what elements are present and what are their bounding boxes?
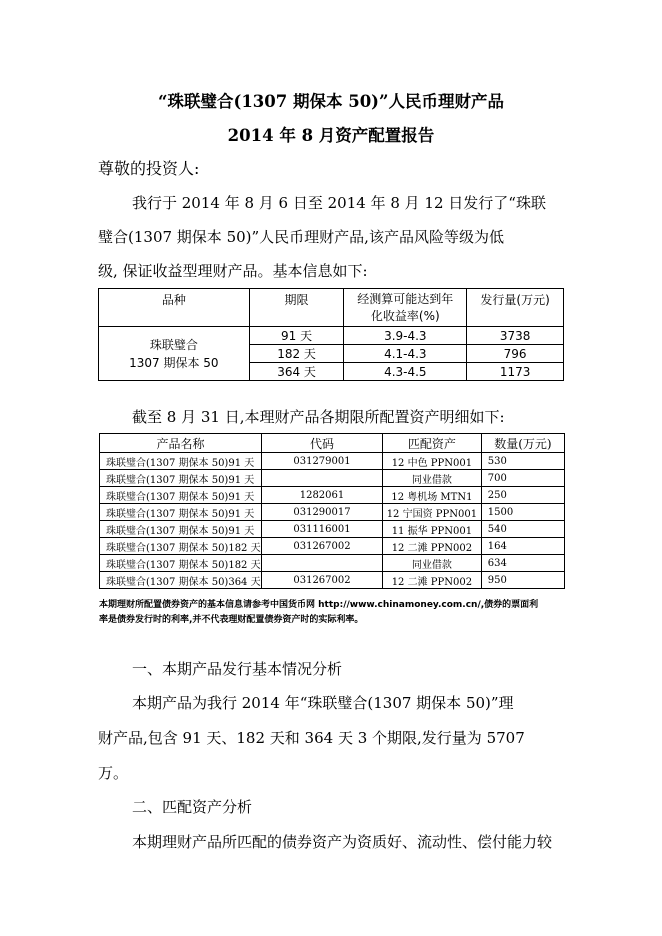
- table-row: [100, 572, 565, 589]
- yield-cell: 4.1-4.3: [344, 345, 467, 363]
- header-yield-line2: 化收益率(%): [370, 308, 440, 323]
- product-name-cell: 珠联璧合(1307 期保本 50)182 天: [100, 538, 262, 555]
- asset-cell: 11 振华 PPN001: [383, 521, 482, 538]
- table-row: [100, 538, 565, 555]
- header-term: 期限: [249, 289, 344, 327]
- table-row: [100, 487, 565, 504]
- amount-cell: 3738: [467, 327, 564, 345]
- asset-cell: 同业借款: [383, 470, 482, 487]
- product-name-cell: 珠联璧合(1307 期保本 50)91 天: [100, 487, 262, 504]
- code-cell: 1282061: [261, 487, 382, 504]
- code-cell: 031290017: [261, 504, 382, 521]
- table-row: [100, 504, 565, 521]
- header-yield-line1: 经测算可能达到年: [357, 291, 454, 306]
- asset-cell: 12 宁国资 PPN001: [383, 504, 482, 521]
- code-cell: 031267002: [261, 538, 382, 555]
- report-title-line2: 2014 年 8 月资产配置报告: [227, 126, 435, 145]
- quantity-cell: 540: [481, 521, 564, 538]
- header-code: 代码: [261, 434, 382, 453]
- header-amount: 发行量(万元): [467, 289, 564, 327]
- term-cell: 364 天: [249, 363, 344, 381]
- intro-line-1: 我行于 2014 年 8 月 6 日至 2014 年 8 月 12 日发行了“珠联: [132, 194, 546, 212]
- salutation: 尊敬的投资人:: [98, 159, 200, 178]
- asset-detail-header-row: [100, 434, 565, 453]
- yield-cell: 3.9-4.3: [344, 327, 467, 345]
- product-name-cell: 珠联璧合(1307 期保本 50)91 天: [100, 453, 262, 470]
- intro-line-3: 级, 保证收益型理财产品。基本信息如下:: [98, 262, 368, 280]
- quantity-cell: 250: [481, 487, 564, 504]
- code-cell: [261, 555, 382, 572]
- table-row: [99, 327, 564, 345]
- product-name-line2: 1307 期保本 50: [129, 355, 219, 370]
- section1-heading: 一、本期产品发行基本情况分析: [132, 660, 343, 678]
- report-title-line1: “珠联璧合(1307 期保本 50)”人民币理财产品: [158, 92, 504, 111]
- section-intro: 截至 8 月 31 日,本理财产品各期限所配置资产明细如下:: [132, 408, 505, 426]
- disclaimer-line2: 率是债券发行时的利率,并不代表理财配置债券资产时的实际利率。: [99, 615, 364, 625]
- product-name-cell: 珠联璧合(1307 期保本 50)91 天: [100, 470, 262, 487]
- code-cell: 031279001: [261, 453, 382, 470]
- table-row: [100, 470, 565, 487]
- amount-cell: 1173: [467, 363, 564, 381]
- section2-line1: 本期理财产品所匹配的债券资产为资质好、流动性、偿付能力较: [132, 833, 553, 851]
- asset-cell: 12 中色 PPN001: [383, 453, 482, 470]
- quantity-cell: 700: [481, 470, 564, 487]
- table-row: [100, 555, 565, 572]
- product-name-cell: 珠联璧合(1307 期保本 50)364 天: [100, 572, 262, 589]
- asset-cell: 12 二滩 PPN002: [383, 572, 482, 589]
- product-cell: [99, 327, 250, 381]
- table-row: [100, 521, 565, 538]
- amount-cell: 796: [467, 345, 564, 363]
- header-product-name: 产品名称: [100, 434, 262, 453]
- header-yield: [344, 289, 467, 327]
- header-quantity: 数量(万元): [481, 434, 564, 453]
- quantity-cell: 950: [481, 572, 564, 589]
- asset-cell: 12 粤机场 MTN1: [383, 487, 482, 504]
- disclaimer-line1: 本期理财所配置债券资产的基本信息请参考中国货币网 http://www.chinamoney.com.cn/,债券的票面利: [99, 600, 539, 610]
- quantity-cell: 164: [481, 538, 564, 555]
- header-product: 品种: [99, 289, 250, 327]
- section1-line2: 财产品,包含 91 天、182 天和 364 天 3 个期限,发行量为 5707: [98, 729, 525, 747]
- basic-info-header-row: [99, 289, 564, 327]
- basic-info-table: [98, 288, 564, 381]
- header-matched-asset: 匹配资产: [383, 434, 482, 453]
- asset-cell: 同业借款: [383, 555, 482, 572]
- quantity-cell: 634: [481, 555, 564, 572]
- asset-detail-table: [99, 433, 565, 589]
- code-cell: [261, 470, 382, 487]
- code-cell: 031116001: [261, 521, 382, 538]
- disclaimer-note: [99, 598, 569, 628]
- section2-heading: 二、匹配资产分析: [132, 798, 253, 816]
- section1-line1: 本期产品为我行 2014 年“珠联璧合(1307 期保本 50)”理: [132, 694, 514, 712]
- product-name-cell: 珠联璧合(1307 期保本 50)91 天: [100, 504, 262, 521]
- term-cell: 182 天: [249, 345, 344, 363]
- section1-line3: 万。: [98, 764, 129, 782]
- product-name-cell: 珠联璧合(1307 期保本 50)91 天: [100, 521, 262, 538]
- intro-line-2: 璧合(1307 期保本 50)”人民币理财产品,该产品风险等级为低: [98, 228, 504, 246]
- product-name-cell: 珠联璧合(1307 期保本 50)182 天: [100, 555, 262, 572]
- table-row: [100, 453, 565, 470]
- code-cell: 031267002: [261, 572, 382, 589]
- term-cell: 91 天: [249, 327, 344, 345]
- quantity-cell: 530: [481, 453, 564, 470]
- quantity-cell: 1500: [481, 504, 564, 521]
- product-name-line1: 珠联璧合: [149, 337, 198, 352]
- asset-cell: 12 二滩 PPN002: [383, 538, 482, 555]
- yield-cell: 4.3-4.5: [344, 363, 467, 381]
